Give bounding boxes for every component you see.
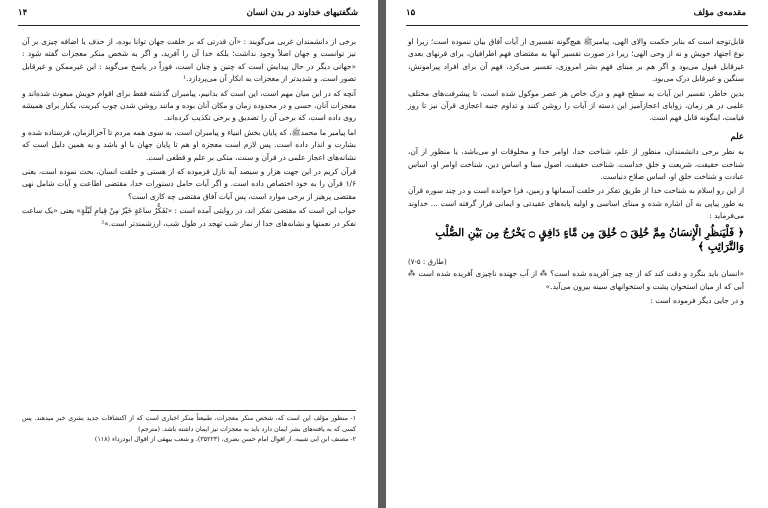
paragraph: جواب این است که مقتضی تفکر اند، در روایتی آمده است : «تَفَكُّرُ ساعَةٍ خَيْرٌ مِنْ قِيامِ لَيْلَةٍ» یعنی «یک ساعت تفکر در نعمتها و نشانه‌های خدا از نماز شب تهجد در طول شب، ارزشمندتر است.»² xyxy=(22,206,356,228)
right-header-rule xyxy=(406,25,748,26)
footnote-rule xyxy=(150,410,356,411)
book-spine xyxy=(378,0,386,508)
left-header-rule xyxy=(18,25,360,26)
quran-verse: ﴿ فَلْيَنظُرِ الْإِنسَانُ مِمَّ خُلِقَ ۝ خُلِقَ مِن مَّاءٍ دَافِقٍ ۝ يَخْرُجُ مِن بَيْنِ الصُّلْبِ وَالتَّرَائِبِ ﴾ xyxy=(435,226,744,253)
right-page-number: ۱۵ xyxy=(406,8,416,18)
paragraph: اما پیامبر ما محمدﷺ، که پایان بخش انبیاء و پیامبران است، به سوی همه مردم تا آخرالزمان، فرستاده شده و بشارت و انذار داده است. پس لازم است معجزه او هم تا پایان جهان با او باشد و به همین دلیل است که نشانه‌های اعجاز علمی در قرآن و سنت، متکی بر علم و قطعی است. xyxy=(22,127,356,162)
left-footnotes xyxy=(22,414,356,446)
paragraph: آنچه که در این میان مهم است، این است که بدانیم، پیامبران گذشته فقط برای اقوام خویش مبعوث شده‌اند و معجزات آنان، حسی و در محدوده زمان و مکان آنان بوده و مانند روشن شدن چوب کبریت، یکبار برای همیشه روی داده است، که برخی آن را تصدیق و برخی تکذیب کرده‌اند. xyxy=(22,88,356,123)
paragraph: از این رو اسلام به شناخت خدا از طریق تفکر در خلقت آسمانها و زمین، فرا خوانده است و در چند سوره قرآن به طور پیاپی به آن اشاره شده و مبنای اساسی و اولیه پایه‌های عقیدتی و ایمانی قرار گرفته است ... خداوند می‌فرماید : xyxy=(408,186,744,221)
left-page-title: شگفتیهای خداوند در بدن انسان xyxy=(246,8,358,18)
left-page xyxy=(0,0,378,508)
footnote: ۲- مصنف ابن ابی شیبه، از اقوال امام حسن بصری، (۳۵۲۲۳)، و شعب بیهقی از اقوال ابودرداء (۱۱۸) xyxy=(94,436,356,443)
footnote: ۱- منظور مؤلف این است که، شخص منکر معجزات، طبیعتاً منکر اخباری است که از اکتشافات جدید بشری خبر میدهند. پس کسی که به یافته‌های بشر ایمان دارد باید به معجزات نیز ایمان داشته باشد. (مترجم) xyxy=(22,415,356,433)
section-heading: علم xyxy=(730,131,744,142)
paragraph: قرآن کریم در این جهت هزار و سیصد آیه نازل فرموده که از هستی و خلقت انسان، بحث نموده است، یعنی ۱/۶ قرآن را به خود اختصاص داده است. و اگر آیات حامل دستورات خدا، مقتضی اطاعت و آیات شامل نهی مقتضی پرهیز از برخی موارد است، پس آیات آفاق مقتضی چه کاری است؟ xyxy=(22,167,356,201)
right-page-body xyxy=(408,36,744,309)
left-page-header xyxy=(18,8,358,22)
verse-reference: (طارق : ۵-۷) xyxy=(408,257,447,266)
left-page-body xyxy=(22,36,356,232)
paragraph: بدین خاطر، تفسیر این آیات به سطح فهم و درک خاص هر عصر موکول شده است، تا پیشرفت‌های مختلف علمی در هر زمان، زوایای اعجازآمیز این دسته از آیات را روشن کنند و تداوم جنبه اعجازی قرآن نیز تا روز قیامت، اینگونه قابل فهم است. xyxy=(408,88,744,123)
paragraph: به نظر برخی دانشمندان، منظور از علم، شناخت خدا، اوامر خدا و مخلوقات او می‌باشد، یا منظور از آن، شناخت حقیقت، شریعت و خلق خداست. شناخت حقیقت، اصول مبنا و اساس دین، شناخت اوامر او، اساس عبادت و شناخت خلق او، اساس صلاح دنیاست. xyxy=(408,147,744,182)
paragraph: قابل‌توجه است که بنابر حکمت والای الهی، پیامبرﷺ هیچ‌گونه تفسیری از آیات آفاق بیان ننموده است؛ زیرا او نوع اجتهاد خویش و نه از وحی الهی؛ زیرا در صورت تفسیر آنها به مقتضای فهم اطرافیان، برای قرنهای بعدی غیرقابل قبول می‌بود و اگر هم بر مبنای فهم بشر امروزی، تفسیر می‌کرد، فهم آن برای افراد پیرامونش، سنگین و غیرقابل درک می‌بود. xyxy=(408,37,744,84)
paragraph: برخی از دانشمندان غربی می‌گویند : «آن قدرتی که بر خلقت جهان توانا بوده، از حذف یا اضافه چیزی بر آن نیز توانست و جهان اصلاً وجود نداشت؛ بلکه خدا آن را آفرید، و اگر به شخص منکر معجزات گفته شود : «جهانی دیگر در حال پیدایش است که چنین و چنان است، فوراً در پاسخ می‌گوید : این غیرممکن و غیرقابل تصور است. و شدیدتر از معجزات به انکار آن می‌پردازد.¹ xyxy=(22,37,356,84)
left-page-number: ۱۴ xyxy=(18,8,28,18)
right-page-header xyxy=(406,8,746,22)
right-page-title: مقدمه‌ی مؤلف xyxy=(693,8,746,18)
paragraph: و در جایی دیگر فرموده است : xyxy=(650,295,744,305)
paragraph: «انسان باید بنگرد و دقت کند که از چه چیز آفریده شده است؟ ⁂ از آب جهنده ناچیزی آفریده شده است ⁂ آبی که از میان استخوان پشت و استخوانهای سینه بیرون می‌آید.» xyxy=(408,269,744,291)
right-page xyxy=(386,0,768,508)
